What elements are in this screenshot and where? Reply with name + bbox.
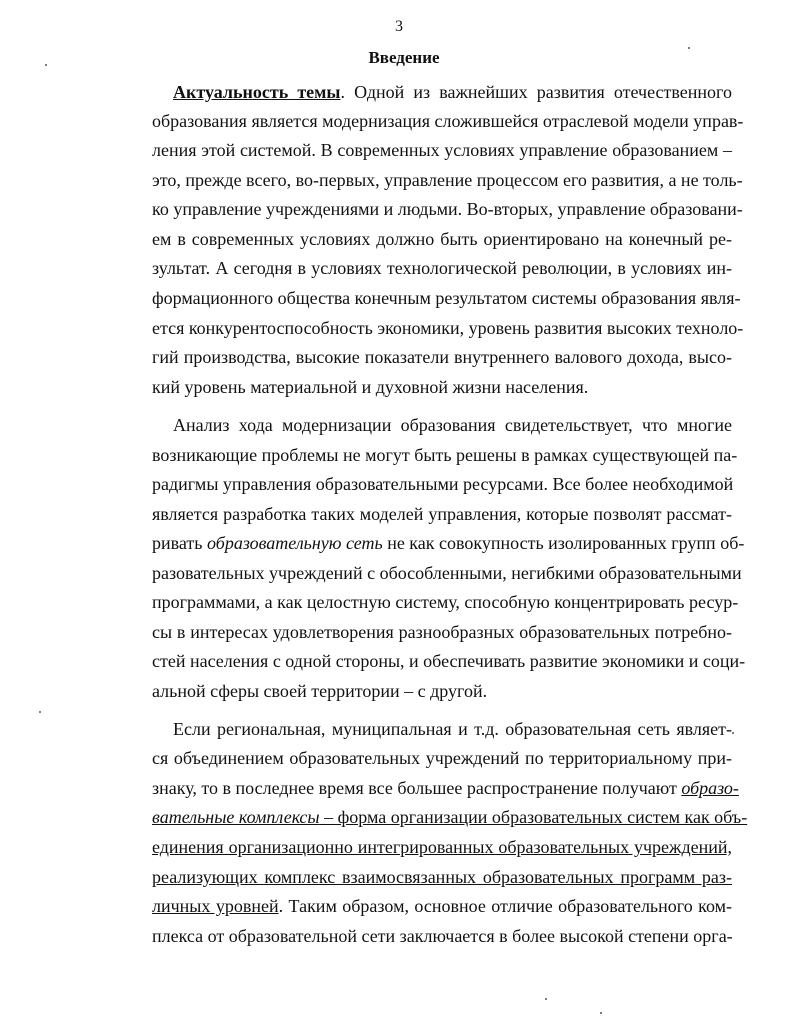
scan-speck xyxy=(45,64,47,66)
text-line: плекса от образовательной сети заключается в более высокой степени орга- xyxy=(152,926,733,946)
page-number: 3 xyxy=(395,18,403,35)
scan-speck xyxy=(39,711,41,713)
text-line: ем в современных условиях должно быть ориентировано на конечный ре- xyxy=(152,229,732,249)
text-line: ко управление учреждениями и людьми. Во-вторых, управление образовани- xyxy=(152,199,743,219)
text-line: ления этой системой. В современных условиях управление образованием – xyxy=(152,140,732,160)
text-line: знаку, то в последнее время все большее распространение получают образо- xyxy=(152,778,739,798)
topic-relevance-heading: Актуальность темы xyxy=(173,82,341,102)
term-educational-complexes: образо- xyxy=(681,778,739,798)
text-line: образования является модернизация сложившейся отраслевой модели управ- xyxy=(152,111,744,131)
scan-speck xyxy=(688,47,690,49)
text-line: сы в интересах удовлетворения разнообразных образовательных потребно- xyxy=(152,622,732,642)
text-line: вательные комплексы – форма организации образовательных систем как объ- xyxy=(152,807,748,827)
text-line: это, прежде всего, во-первых, управление процессом его развития, а не толь- xyxy=(152,170,743,190)
scan-speck xyxy=(732,732,734,734)
text-line: ривать образовательную сеть не как совокупность изолированных групп об- xyxy=(152,533,745,553)
text-line: стей населения с одной стороны, и обеспечивать развитие экономики и соци- xyxy=(152,651,746,671)
scan-speck xyxy=(545,998,547,1000)
text-line: зультат. А сегодня в условиях технологической революции, в условиях ин- xyxy=(152,258,732,278)
text-line: Актуальность темы. Одной из важнейших развития отечественного xyxy=(173,82,732,102)
text-line: разовательных учреждений с обособленными, негибкими образовательными xyxy=(152,563,742,583)
text-line: кий уровень материальной и духовной жизни населения. xyxy=(152,377,589,397)
page-title: Введение xyxy=(368,48,440,67)
text-line: возникающие проблемы не могут быть решены в рамках существующей па- xyxy=(152,445,738,465)
text-line: формационного общества конечным результатом системы образования явля- xyxy=(152,288,741,308)
text-line: Если региональная, муниципальная и т.д. образовательная сеть являет- xyxy=(173,719,732,739)
text-line: программами, а как целостную систему, способную концентрировать ресур- xyxy=(152,592,739,612)
text-line: гий производства, высокие показатели внутреннего валового дохода, высо- xyxy=(152,347,732,367)
text-line: ся объединением образовательных учреждений по территориальному при- xyxy=(152,748,732,768)
text-line: единения организационно интегрированных образовательных учреждений, xyxy=(152,837,732,857)
term-educational-complexes-cont: вательные комплексы xyxy=(152,807,320,827)
text-line: ется конкурентоспособность экономики, уровень развития высоких техноло- xyxy=(152,318,744,338)
text-line: личных уровней. Таким образом, основное отличие образовательного ком- xyxy=(152,896,733,916)
text-line: реализующих комплекс взаимосвязанных образовательных программ раз- xyxy=(152,867,732,887)
text-line: Анализ хода модернизации образования свидетельствует, что многие xyxy=(173,415,732,435)
text-line: является разработка таких моделей управления, которые позволят рассмат- xyxy=(152,504,732,524)
term-educational-network: образовательную сеть xyxy=(207,533,383,553)
scan-speck xyxy=(600,1012,602,1014)
text-line: радигмы управления образовательными ресурсами. Все более необходимой xyxy=(152,474,734,494)
text-line: альной сферы своей территории – с другой. xyxy=(152,681,488,701)
